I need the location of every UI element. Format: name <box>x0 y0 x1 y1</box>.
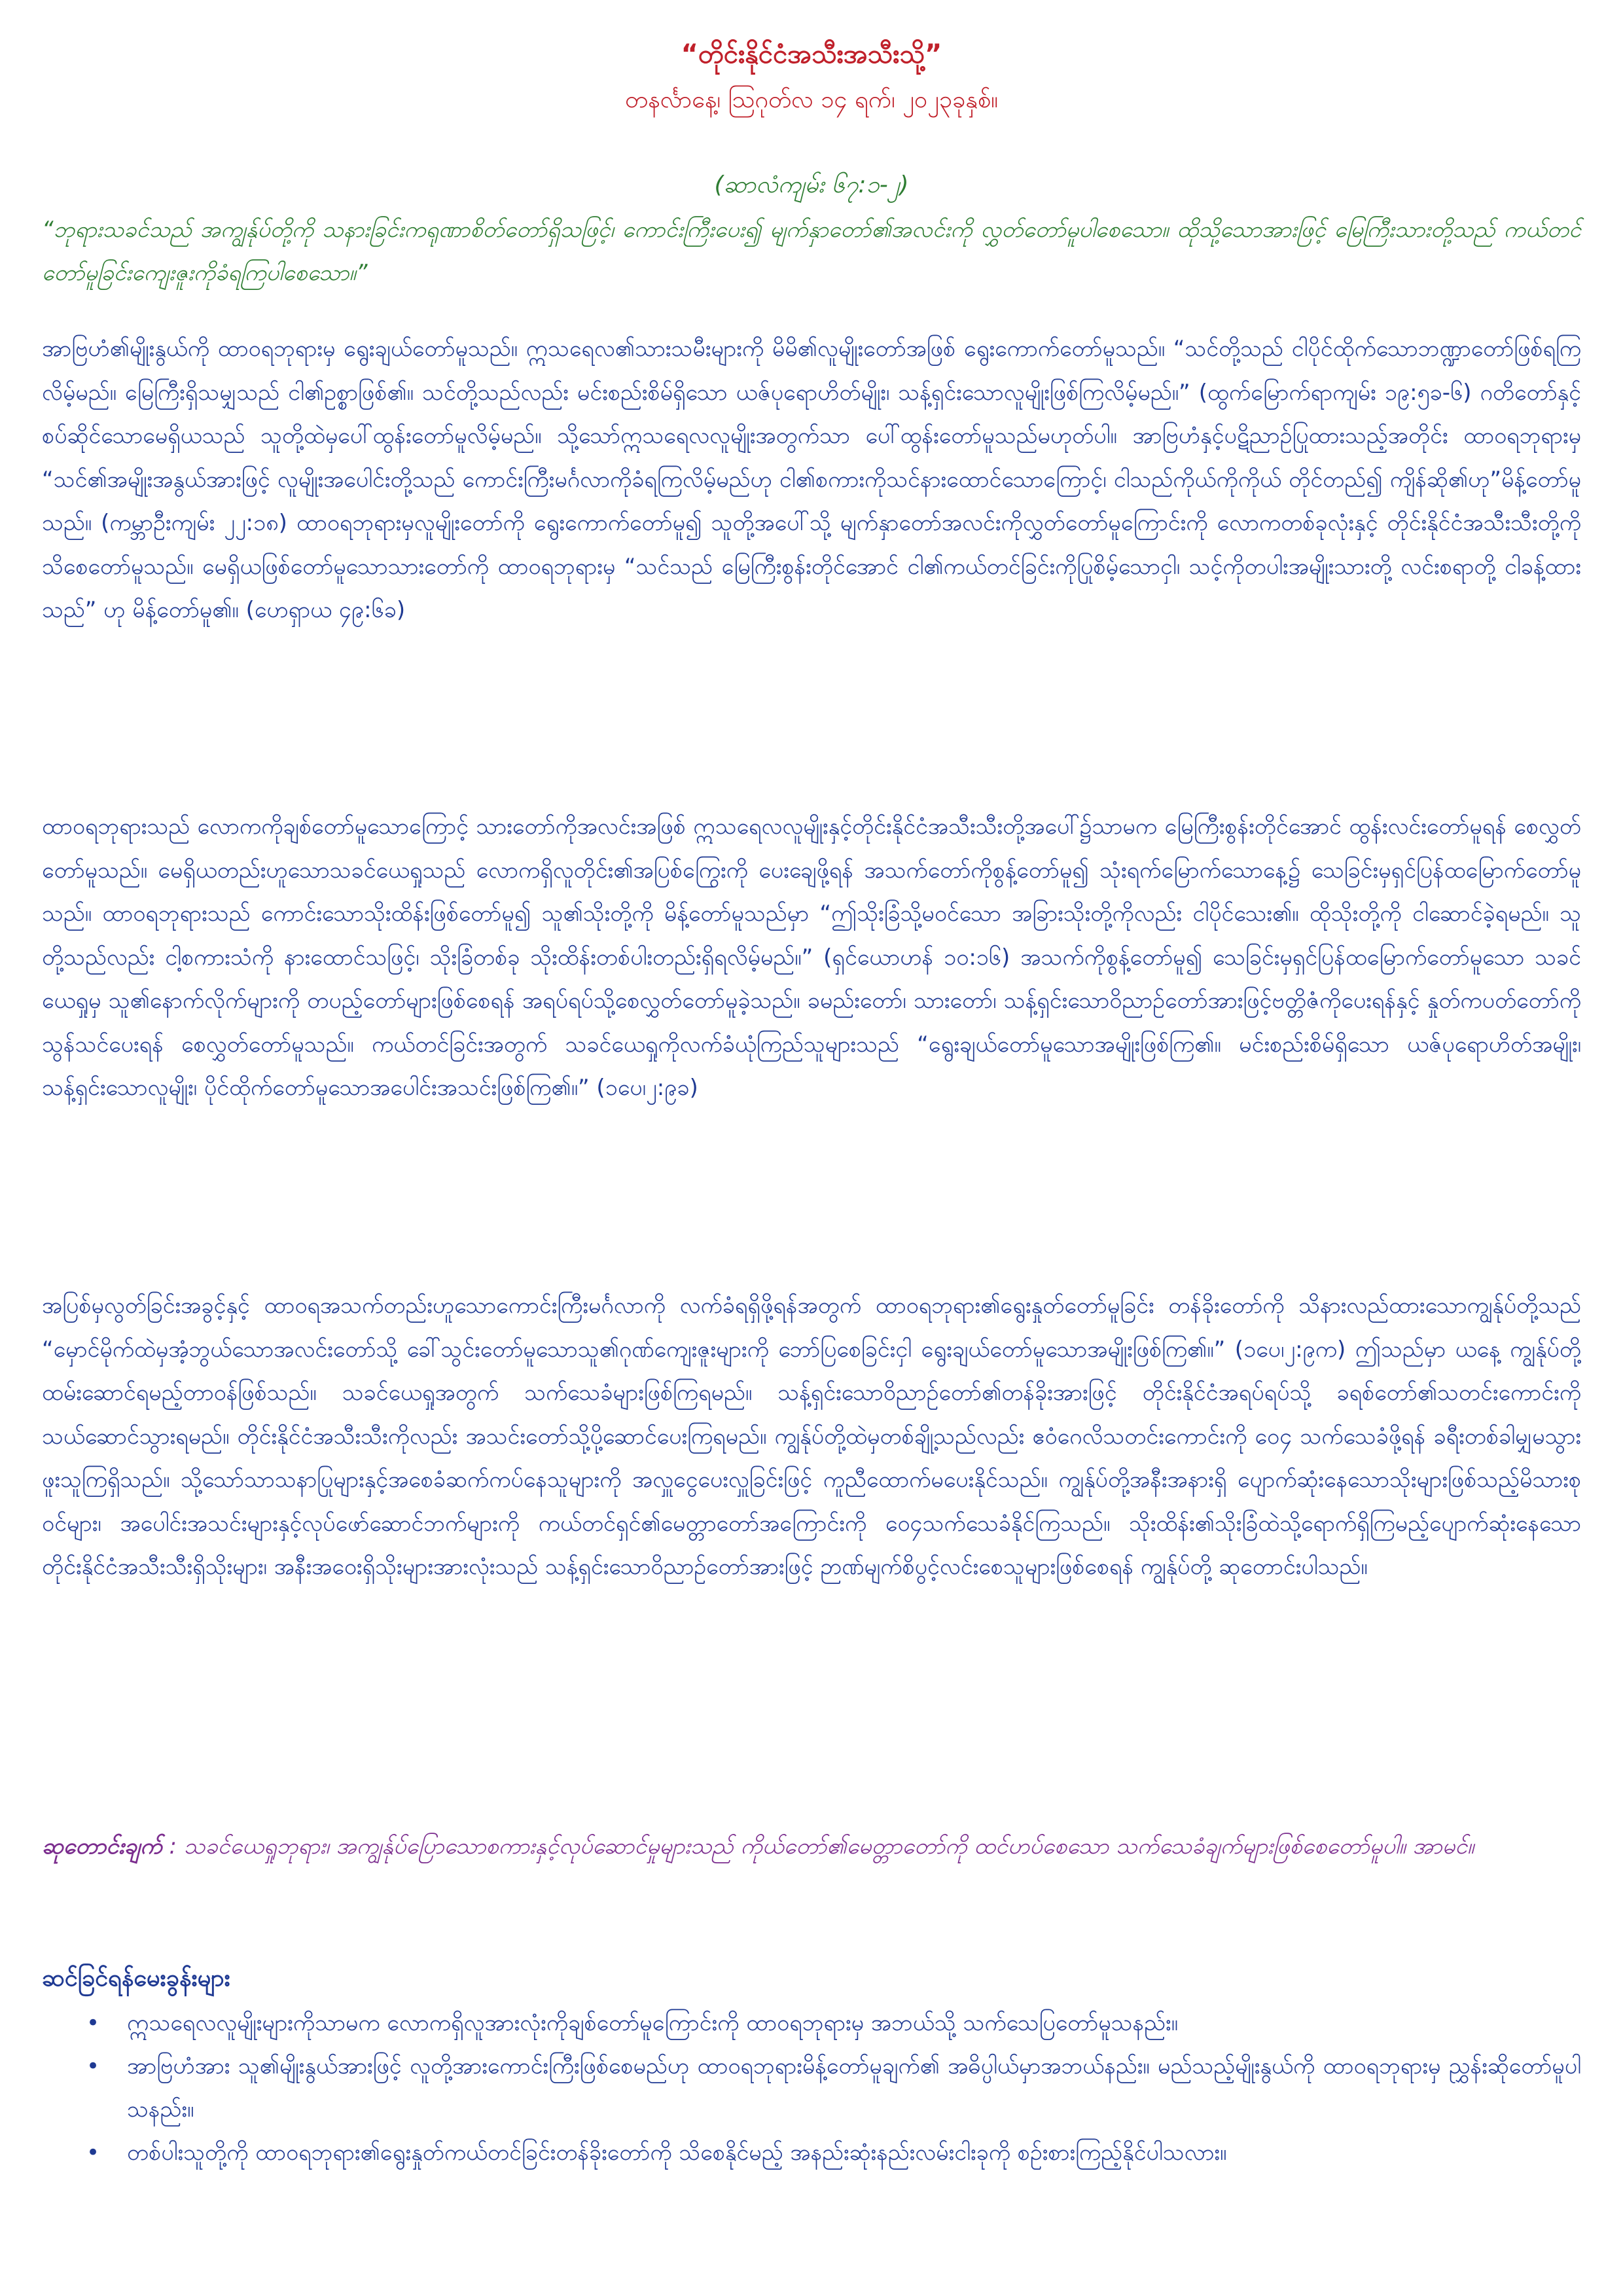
page-title: “တိုင်းနိုင်ငံအသီးအသီးသို့” <box>681 39 942 69</box>
question-item-3 <box>42 2131 1581 2174</box>
question-item-2 <box>42 2045 1581 2131</box>
bullet-icon: • <box>86 2140 100 2166</box>
question-text-2: အာဗြဟံအား သူ၏မျိုးနွယ်အားဖြင့် လူတို့အားကောင်းကြီးဖြစ်စေမည်ဟု ထာဝရဘုရားမိန့်တော်မူချက်၏ အဓိပ္ပါယ်မှာအဘယ်နည်း။ မည်သည့်မျိုးနွယ်ကို ထာဝရဘုရားမှ ညွှန်းဆိုတော်မူပါသနည်း။ <box>127 2053 1581 2123</box>
questions-heading: ဆင်ခြင်ရန်မေးခွန်းများ <box>42 1965 230 1992</box>
scripture-reference: (ဆာလံကျမ်း ၆၇:၁-၂) <box>714 171 909 198</box>
prayer-section <box>42 1825 1581 1868</box>
bullet-icon: • <box>86 2010 100 2036</box>
prayer-text: သခင်ယေရှုဘုရား၊ အကျွန်ုပ်ပြောသောစကားနှင့်လုပ်ဆောင်မှုများသည် ကိုယ်တော်၏မေတ္တာတော်ကို ထင်ဟပ်စေသော သက်သေခံချက်များဖြစ်စေတော်မူပါ။ အာမင်။ <box>183 1833 1474 1859</box>
question-text-1: ဣသရေလလူမျိုးများကိုသာမက လောကရှိလူအားလုံးကိုချစ်တော်မူကြောင်းကို ထာဝရဘုရားမှ အဘယ်သို့ သက်သေပြတော်မူသနည်း။ <box>127 2010 1178 2036</box>
bullet-icon: • <box>86 2053 100 2079</box>
question-item-1 <box>42 2001 1581 2045</box>
prayer-label: ဆုတောင်းချက် <box>42 1833 162 1859</box>
questions-list <box>42 2001 1581 2174</box>
scripture-quote: “ဘုရားသခင်သည် အကျွန်ုပ်တို့ကို သနားခြင်းကရုဏာစိတ်တော်ရှိသဖြင့်၊ ကောင်းကြီးပေး၍ မျက်နှာတော်၏အလင်းကို လွှတ်တော်မူပါစေသော။ ထိုသို့သောအားဖြင့် မြေကြီးသားတို့သည် ကယ်တင်တော်မူခြင်းကျေးဇူးကိုခံရကြပါစေသော။” <box>42 217 1581 286</box>
prayer-separator: : <box>162 1833 184 1859</box>
body-paragraph-1: အာဗြဟံ၏မျိုးနွယ်ကို ထာဝရဘုရားမှ ရွေးချယ်တော်မူသည်။ ဣသရေလ၏သားသမီးများကို မိမိ၏လူမျိုးတော်အဖြစ် ရွေးကောက်တော်မူသည်။ “သင်တို့သည် ငါပိုင်ထိုက်သောဘဏ္ဍာတော်ဖြစ်ရကြလိမ့်မည်။ မြေကြီးရှိသမျှသည် ငါ၏ဥစ္စာဖြစ်၏။ သင်တို့သည်လည်း မင်းစည်းစိမ်ရှိသော ယဇ်ပုရောဟိတ်မျိုး၊ သန့်ရှင်းသောလူမျိုးဖြစ်ကြလိမ့်မည်။” (ထွက်မြောက်ရာကျမ်း ၁၉:၅ခ-၆) ဂတိတော်နှင့်စပ်ဆိုင်သောမေရှိယသည် သူတို့ထဲမှပေါ်ထွန်းတော်မူလိမ့်မည်။ သို့သော်ဣသရေလလူမျိုးအတွက်သာ ပေါ်ထွန်းတော်မူသည်မဟုတ်ပါ။ အာဗြဟံနှင့်ပဋိညာဉ်ပြုထားသည့်အတိုင်း ထာဝရဘုရားမှ “သင်၏အမျိုးအနွယ်အားဖြင့် လူမျိုးအပေါင်းတို့သည် ကောင်းကြီးမင်္ဂလာကိုခံရကြလိမ့်မည်ဟု ငါ၏စကားကိုသင်နားထောင်သောကြောင့်၊ ငါသည်ကိုယ်ကိုကိုယ် တိုင်တည်၍ ကျိန်ဆို၏ဟု”မိန့်တော်မူသည်။ (ကမ္ဘာဦးကျမ်း ၂၂:၁၈) ထာဝရဘုရားမှလူမျိုးတော်ကို ရွေးကောက်တော်မူ၍ သူတို့အပေါ်သို့ မျက်နှာတော်အလင်းကိုလွှတ်တော်မူကြောင်းကို လောကတစ်ခုလုံးနှင့် တိုင်းနိုင်ငံအသီးသီးတို့ကို သိစေတော်မူသည်။ မေရှိယဖြစ်တော်မူသောသားတော်ကို ထာဝရဘုရားမှ “သင်သည် မြေကြီးစွန်းတိုင်အောင် ငါ၏ကယ်တင်ခြင်းကိုပြုစိမ့်သောငှါ၊ သင့်ကိုတပါးအမျိုးသားတို့ လင်းစရာတို့ ငါခန့်ထားသည်” ဟု မိန့်တော်မူ၏။ (ဟေရှာယ ၄၉:၆ခ) <box>42 336 1581 623</box>
body-paragraph-3: အပြစ်မှလွတ်ခြင်းအခွင့်နှင့် ထာဝရအသက်တည်းဟူသောကောင်းကြီးမင်္ဂလာကို လက်ခံရရှိဖို့ရန်အတွက် ထာဝရဘုရား၏ရွေးနှုတ်တော်မူခြင်း တန်ခိုးတော်ကို သိနားလည်ထားသောကျွန်ုပ်တို့သည် “မှောင်မိုက်ထဲမှအံ့ဘွယ်သောအလင်းတော်သို့ ခေါ်သွင်းတော်မူသောသူ၏ဂုဏ်ကျေးဇူးများကို ဘော်ပြစေခြင်းငှါ ရွေးချယ်တော်မူသောအမျိုးဖြစ်ကြ၏။” (၁ပေ၊၂:၉က) ဤသည်မှာ ယနေ့ ကျွန်ုပ်တို့ထမ်းဆောင်ရမည့်တာဝန်ဖြစ်သည်။ သခင်ယေရှုအတွက် သက်သေခံများဖြစ်ကြရမည်။ သန့်ရှင်းသောဝိညာဉ်တော်၏တန်ခိုးအားဖြင့် တိုင်းနိုင်ငံအရပ်ရပ်သို့ ခရစ်တော်၏သတင်းကောင်းကို သယ်ဆောင်သွားရမည်။ တိုင်းနိုင်ငံအသီးသီးကိုလည်း အသင်းတော်သို့ပို့ဆောင်ပေးကြရမည်။ ကျွန်ုပ်တို့ထဲမှတစ်ချို့သည်လည်း ဧဝံဂေလိသတင်းကောင်းကို ဝေ၄ သက်သေခံဖို့ရန် ခရီးတစ်ခါမျှမသွားဖူးသူကြရှိသည်။ သို့သော်သာသနာပြုများနှင့်အစေခံဆက်ကပ်နေသူများကို အလှူငွေပေးလှူခြင်းဖြင့် ကူညီထောက်မပေးနိုင်သည်။ ကျွန်ုပ်တို့အနီးအနားရှိ ပျောက်ဆုံးနေသောသိုးများဖြစ်သည့်မိသားစုဝင်များ၊ အပေါင်းအသင်းများနှင့်လုပ်ဖော်ဆောင်ဘက်များကို ကယ်တင်ရှင်၏မေတ္တာတော်အကြောင်းကို ဝေ၄သက်သေခံနိုင်ကြသည်။ သိုးထိန်း၏သိုးခြံထဲသို့ရောက်ရှိကြမည့်ပျောက်ဆုံးနေသော တိုင်းနိုင်ငံအသီးသီးရှိသိုးများ၊ အနီးအဝေးရှိသိုးများအားလုံးသည် သန့်ရှင်းသောဝိညာဉ်တော်အားဖြင့် ဉာဏ်မျက်စိပွင့်လင်းစေသူများဖြစ်စေရန် ကျွန်ုပ်တို့ ဆုတောင်းပါသည်။ <box>42 1293 1581 1580</box>
body-paragraph-2: ထာဝရဘုရားသည် လောကကိုချစ်တော်မူသောကြောင့် သားတော်ကိုအလင်းအဖြစ် ဣသရေလလူမျိုးနှင့်တိုင်းနိုင်ငံအသီးသီးတို့အပေါ်၌သာမက မြေကြီးစွန်းတိုင်အောင် ထွန်းလင်းတော်မူရန် စေလွှတ်တော်မူသည်။ မေရှိယတည်းဟူသောသခင်ယေရှုသည် လောကရှိလူတိုင်း၏အပြစ်ကြွေးကို ပေးချေဖို့ရန် အသက်တော်ကိုစွန့်တော်မူ၍ သုံးရက်မြောက်သောနေ့၌ သေခြင်းမှရှင်ပြန်ထမြောက်တော်မူသည်။ ထာဝရဘုရားသည် ကောင်းသောသိုးထိန်းဖြစ်တော်မူ၍ သူ၏သိုးတို့ကို မိန့်တော်မူသည်မှာ “ဤသိုးခြံသို့မဝင်သော အခြားသိုးတို့ကိုလည်း ငါပိုင်သေး၏။ ထိုသိုးတို့ကို ငါဆောင်ခဲ့ရမည်။ သူတို့သည်လည်း ငါ့စကားသံကို နားထောင်သဖြင့်၊ သိုးခြံတစ်ခု သိုးထိန်းတစ်ပါးတည်းရှိရလိမ့်မည်။” (ရှင်ယောဟန် ၁၀:၁၆) အသက်ကိုစွန့်တော်မူ၍ သေခြင်းမှရှင်ပြန်ထမြောက်တော်မူသော သခင်ယေရှုမှ သူ၏နောက်လိုက်များကို တပည့်တော်များဖြစ်စေရန် အရပ်ရပ်သို့စေလွှတ်တော်မူခဲ့သည်။ ခမည်းတော်၊ သားတော်၊ သန့်ရှင်းသောဝိညာဉ်တော်အားဖြင့်ဗတ္တိဇံကိုပေးရန်နှင့် နှုတ်ကပတ်တော်ကိုသွန်သင်ပေးရန် စေလွှတ်တော်မူသည်။ ကယ်တင်ခြင်းအတွက် သခင်ယေရှုကိုလက်ခံယုံကြည်သူများသည် “ရွေးချယ်တော်မူသောအမျိုးဖြစ်ကြ၏။ မင်းစည်းစိမ်ရှိသော ယဇ်ပုရောဟိတ်အမျိုး၊ သန့်ရှင်းသောလူမျိုး၊ ပိုင်ထိုက်တော်မူသောအပေါင်းအသင်းဖြစ်ကြ၏။” (၁ပေ၊၂:၉ခ) <box>42 814 1581 1101</box>
date-line: တနင်္လာနေ့၊ ဩဂုတ်လ ၁၄ ရက်၊ ၂၀၂၃ခုနှစ်။ <box>624 86 999 113</box>
question-text-3: တစ်ပါးသူတို့ကို ထာဝရဘုရား၏ရွေးနှုတ်ကယ်တင်ခြင်းတန်ခိုးတော်ကို သိစေနိုင်မည့် အနည်းဆုံးနည်းလမ်းငါးခုကို စဉ်းစားကြည့်နိုင်ပါသလား။ <box>127 2140 1227 2166</box>
